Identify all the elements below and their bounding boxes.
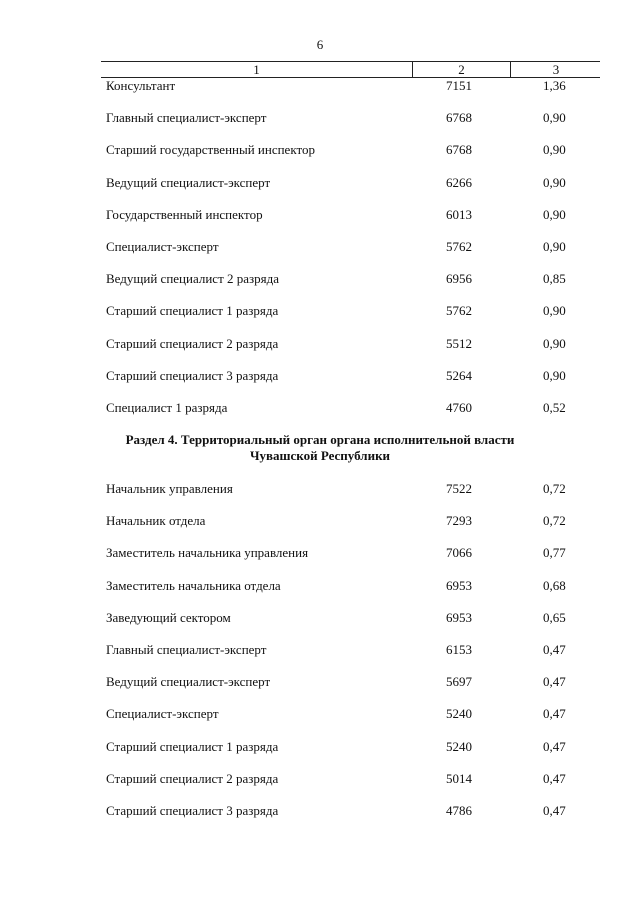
coefficient-value: 0,90 xyxy=(543,206,566,222)
position-name: Ведущий специалист-эксперт xyxy=(106,674,271,690)
position-name: Ведущий специалист-эксперт xyxy=(106,174,271,190)
table-row xyxy=(0,480,640,498)
coefficient-value: 0,90 xyxy=(543,239,566,254)
position-name: Консультант xyxy=(106,78,176,93)
table-row xyxy=(0,673,640,691)
salary-value: 4786 xyxy=(446,803,472,818)
salary-value: 7522 xyxy=(446,481,472,496)
position-name: Главный специалист-эксперт xyxy=(106,642,267,657)
coefficient-value: 0,77 xyxy=(543,545,566,561)
table-row xyxy=(0,577,640,595)
position-name: Начальник отдела xyxy=(106,513,206,529)
position-name: Главный специалист-эксперт xyxy=(106,110,267,126)
table-row xyxy=(0,738,640,756)
salary-value: 5762 xyxy=(446,239,472,254)
coefficient-value: 0,90 xyxy=(543,367,566,383)
coefficient-value: 0,47 xyxy=(543,642,566,657)
coefficient-value: 0,90 xyxy=(543,142,566,158)
salary-value: 5014 xyxy=(446,770,472,786)
position-name: Старший специалист 1 разряда xyxy=(106,738,279,754)
salary-value: 6953 xyxy=(446,577,472,593)
coefficient-value: 0,47 xyxy=(543,738,566,754)
position-name: Заместитель начальника отдела xyxy=(106,577,281,593)
salary-value: 5697 xyxy=(446,674,472,690)
table-row xyxy=(0,802,640,820)
salary-value: 6953 xyxy=(446,609,472,625)
table-row xyxy=(0,77,640,95)
position-name: Специалист-эксперт xyxy=(106,706,219,722)
table-row xyxy=(0,302,640,320)
position-name: Заведующий сектором xyxy=(106,609,231,625)
coefficient-value: 0,90 xyxy=(543,303,566,319)
coefficient-value: 0,65 xyxy=(543,609,566,625)
table-header-col-3: 3 xyxy=(510,62,601,77)
position-name: Старший специалист 1 разряда xyxy=(106,303,279,319)
coefficient-value: 0,47 xyxy=(543,706,566,722)
section-4-title xyxy=(0,432,640,464)
coefficient-value: 0,68 xyxy=(543,577,566,593)
coefficient-value: 0,52 xyxy=(543,400,566,415)
position-name: Начальник управления xyxy=(106,481,233,496)
coefficient-value: 0,85 xyxy=(543,271,566,287)
salary-value: 6013 xyxy=(446,206,472,222)
table-row xyxy=(0,174,640,192)
table-row xyxy=(0,512,640,530)
section-4-title-line-2: Чувашской Республики xyxy=(249,448,391,463)
coefficient-value: 0,72 xyxy=(543,481,566,496)
salary-value: 7066 xyxy=(446,545,472,561)
table-row xyxy=(0,109,640,127)
table-row xyxy=(0,770,640,788)
coefficient-value: 0,47 xyxy=(543,770,566,786)
table-row xyxy=(0,206,640,224)
salary-value: 5762 xyxy=(446,303,472,319)
salary-value: 6266 xyxy=(446,174,472,190)
table-row xyxy=(0,141,640,159)
table-row xyxy=(0,238,640,256)
coefficient-value: 0,47 xyxy=(543,803,566,818)
position-name: Ведущий специалист 2 разряда xyxy=(106,271,280,287)
position-name: Специалист 1 разряда xyxy=(106,400,228,415)
coefficient-value: 0,47 xyxy=(543,674,566,690)
table-header-row xyxy=(101,61,600,78)
table-row xyxy=(0,705,640,723)
position-name: Старший специалист 3 разряда xyxy=(106,803,279,818)
coefficient-value: 0,90 xyxy=(543,335,566,351)
coefficient-value: 1,36 xyxy=(543,78,566,93)
table-row xyxy=(0,544,640,562)
position-name: Заместитель начальника управления xyxy=(106,545,309,561)
position-name: Старший государственный инспектор xyxy=(106,142,315,158)
table-row xyxy=(0,367,640,385)
coefficient-value: 0,90 xyxy=(543,110,566,126)
table-row xyxy=(0,609,640,627)
table-header-col-1: 1 xyxy=(253,62,260,77)
page-number: 6 xyxy=(316,37,324,52)
salary-value: 5240 xyxy=(446,706,472,722)
position-name: Старший специалист 3 разряда xyxy=(106,367,279,383)
position-name: Старший специалист 2 разряда xyxy=(106,770,279,786)
coefficient-value: 0,90 xyxy=(543,174,566,190)
position-name: Специалист-эксперт xyxy=(106,239,219,254)
table-row xyxy=(0,335,640,353)
salary-value: 7293 xyxy=(446,513,472,529)
salary-value: 6956 xyxy=(446,271,472,287)
table-row xyxy=(0,399,640,417)
salary-value: 6153 xyxy=(446,642,472,657)
salary-value: 5240 xyxy=(446,738,472,754)
coefficient-value: 0,72 xyxy=(543,513,566,529)
salary-value: 6768 xyxy=(446,142,472,158)
position-name: Старший специалист 2 разряда xyxy=(106,335,279,351)
table-header-col-2: 2 xyxy=(412,62,510,77)
table-row xyxy=(0,641,640,659)
salary-value: 5264 xyxy=(446,367,472,383)
section-4-title-line-1: Раздел 4. Территориальный орган органа исполнительной власти xyxy=(125,432,515,447)
salary-value: 6768 xyxy=(446,110,472,126)
salary-value: 4760 xyxy=(446,400,472,415)
table-row xyxy=(0,270,640,288)
salary-value: 7151 xyxy=(446,78,472,93)
salary-value: 5512 xyxy=(446,335,472,351)
position-name: Государственный инспектор xyxy=(106,206,263,222)
